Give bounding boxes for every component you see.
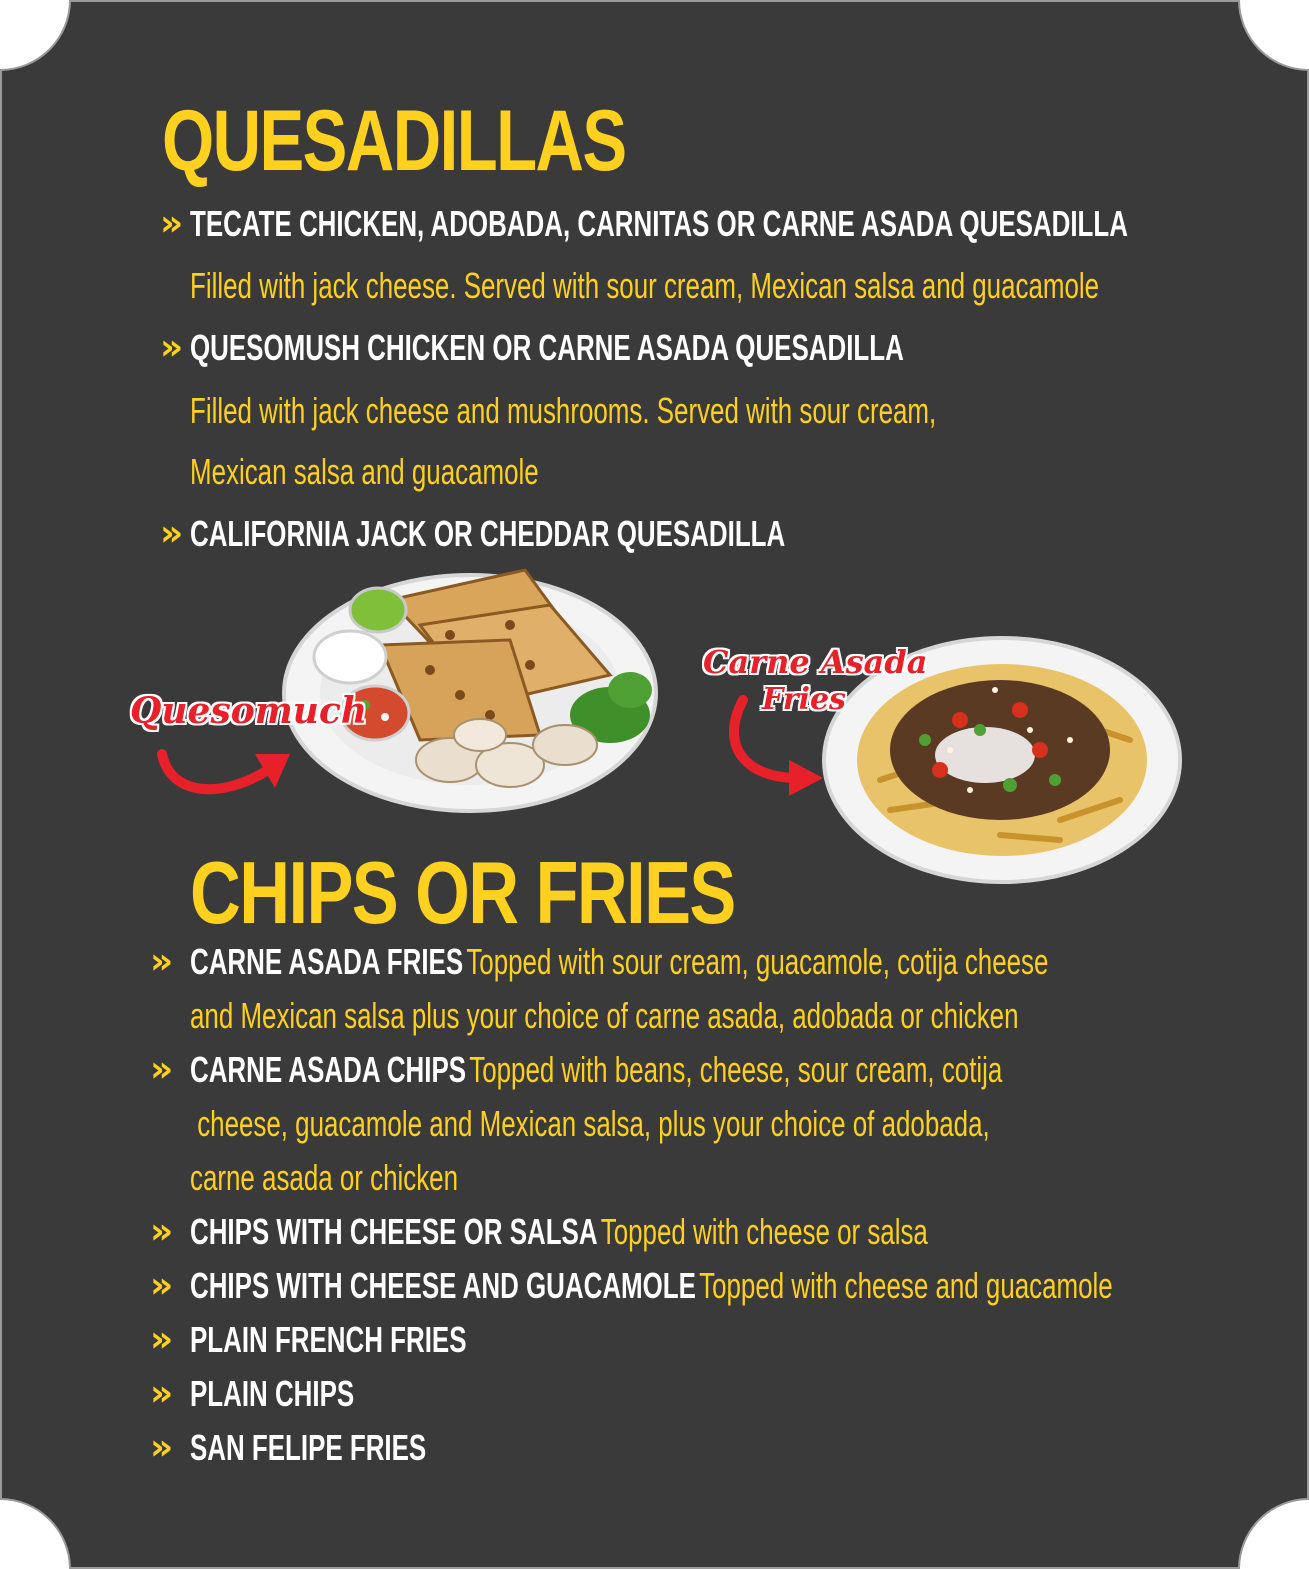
menu-item-name: CALIFORNIA JACK OR CHEDDAR QUESADILLA xyxy=(190,513,786,554)
menu-item: CARNE ASADA CHIPS Topped with beans, cheese, sour cream, cotija xyxy=(190,1049,1003,1090)
menu-item-description: carne asada or chicken xyxy=(190,1157,458,1198)
chevron-right-icon: » xyxy=(150,1049,174,1090)
chevron-right-icon: » xyxy=(160,203,184,244)
curved-arrow-icon xyxy=(150,740,300,810)
chevron-right-icon: » xyxy=(160,513,184,554)
menu-item: CHIPS WITH CHEESE AND GUACAMOLE Topped with cheese and guacamole xyxy=(190,1265,1113,1306)
menu-item: SAN FELIPE FRIES xyxy=(190,1427,427,1468)
chevron-right-icon: » xyxy=(150,1265,174,1306)
menu-item-description: Filled with jack cheese and mushrooms. Served with sour cream, xyxy=(190,390,937,431)
curved-arrow-icon xyxy=(715,690,835,800)
menu-item: PLAIN FRENCH FRIES xyxy=(190,1319,467,1360)
menu-item-description: Filled with jack cheese. Served with sour cream, Mexican salsa and guacamole xyxy=(190,265,1100,306)
chevron-right-icon: » xyxy=(150,1319,174,1360)
menu-item-name: QUESOMUSH CHICKEN OR CARNE ASADA QUESADILLA xyxy=(190,327,904,368)
menu-item: CHIPS WITH CHEESE OR SALSA Topped with cheese or salsa xyxy=(190,1211,928,1252)
chevron-right-icon: » xyxy=(150,941,174,982)
quesadillas-title: QUESADILLAS xyxy=(162,93,626,189)
menu-item: CARNE ASADA FRIES Topped with sour cream, guacamole, cotija cheese xyxy=(190,941,1049,982)
menu-item: PLAIN CHIPS xyxy=(190,1373,355,1414)
menu-item-name: TECATE CHICKEN, ADOBADA, CARNITAS OR CARNE ASADA QUESADILLA xyxy=(190,203,1128,244)
menu-item-description: Mexican salsa and guacamole xyxy=(190,451,539,492)
chevron-right-icon: » xyxy=(160,327,184,368)
carne-asada-fries-label-line2: Fries xyxy=(762,682,846,717)
chevron-right-icon: » xyxy=(150,1211,174,1252)
menu-item-description: and Mexican salsa plus your choice of carne asada, adobada or chicken xyxy=(190,995,1019,1036)
carne-asada-fries-label-line1: Carne Asada xyxy=(703,643,928,681)
menu-item-description: cheese, guacamole and Mexican salsa, plus your choice of adobada, xyxy=(190,1103,990,1144)
quesomuch-label: Quesomuch xyxy=(130,690,368,732)
chevron-right-icon: » xyxy=(150,1373,174,1414)
chips-or-fries-title: CHIPS OR FRIES xyxy=(190,843,735,942)
chevron-right-icon: » xyxy=(150,1427,174,1468)
